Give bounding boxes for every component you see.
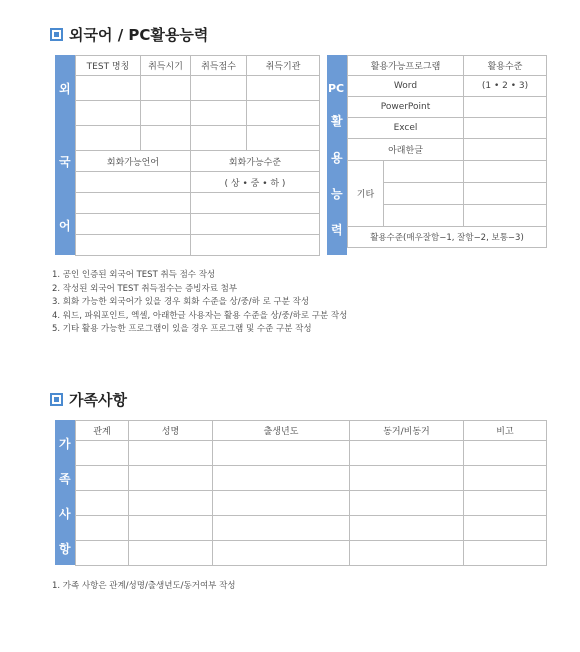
input-cell[interactable] (76, 235, 191, 256)
input-cell[interactable] (141, 76, 191, 101)
input-cell[interactable] (464, 139, 547, 161)
input-cell[interactable] (129, 441, 213, 466)
input-cell[interactable] (464, 161, 547, 183)
input-cell[interactable] (76, 214, 191, 235)
input-cell[interactable] (384, 205, 464, 227)
lang-table-wrap (55, 55, 319, 255)
col-conv-level: 회화가능수준 (191, 151, 320, 172)
input-cell[interactable] (464, 441, 547, 466)
input-cell[interactable] (191, 214, 320, 235)
input-cell[interactable] (350, 491, 464, 516)
program-excel: Excel (348, 118, 464, 139)
col-birth-year: 출생년도 (213, 421, 350, 441)
input-cell[interactable] (129, 516, 213, 541)
input-cell[interactable] (464, 516, 547, 541)
input-cell[interactable] (191, 126, 247, 151)
pc-side-char: 활 (331, 114, 343, 128)
lang-section-title (50, 24, 208, 45)
table-row (76, 193, 320, 214)
table-row (348, 139, 547, 161)
col-program: 활용가능프로그램 (348, 56, 464, 76)
input-cell[interactable] (464, 118, 547, 139)
input-cell[interactable] (129, 466, 213, 491)
lang-table (75, 55, 320, 256)
note-item: 1. 가족 사항은 관계/성명/출생년도/동거여부 작성 (52, 581, 236, 591)
table-row (76, 76, 320, 101)
col-conv-language: 회화가능언어 (76, 151, 191, 172)
input-cell[interactable] (213, 541, 350, 566)
input-cell[interactable] (76, 466, 129, 491)
pc-side-char: 력 (331, 223, 343, 237)
input-cell[interactable] (384, 161, 464, 183)
input-cell[interactable] (213, 516, 350, 541)
program-word: Word (348, 76, 464, 97)
col-cohabit: 동거/비동거 (350, 421, 464, 441)
table-row (348, 97, 547, 118)
input-cell[interactable] (350, 441, 464, 466)
input-cell[interactable] (464, 466, 547, 491)
table-row (76, 516, 547, 541)
family-side-char: 가 (59, 437, 71, 451)
col-test-date: 취득시기 (141, 56, 191, 76)
input-cell[interactable] (76, 516, 129, 541)
note-item: 4. 워드, 파워포인트, 엑셀, 아래한글 사용자는 활용 수준을 상/중/하로 구분 작성 (52, 310, 348, 321)
level-scale: (1 • 2 • 3) (464, 76, 547, 97)
etc-label: 기타 (348, 161, 384, 227)
input-cell[interactable] (464, 491, 547, 516)
input-cell[interactable] (191, 193, 320, 214)
pc-footer-row (348, 227, 547, 248)
lang-header-row (76, 56, 320, 76)
family-side-char: 항 (59, 542, 71, 556)
input-cell[interactable] (76, 441, 129, 466)
input-cell[interactable] (76, 172, 191, 193)
input-cell[interactable] (247, 76, 320, 101)
col-test-score: 취득점수 (191, 56, 247, 76)
conv-level-scale: ( 상 • 중 • 하 ) (191, 172, 320, 193)
input-cell[interactable] (464, 183, 547, 205)
input-cell[interactable] (76, 126, 141, 151)
col-level: 활용수준 (464, 56, 547, 76)
input-cell[interactable] (213, 441, 350, 466)
family-table (75, 420, 547, 566)
input-cell[interactable] (129, 541, 213, 566)
pc-side-char: 용 (331, 151, 343, 165)
pc-header-row (348, 56, 547, 76)
family-table-wrap (55, 420, 546, 565)
input-cell[interactable] (350, 466, 464, 491)
program-hwp: 아래한글 (348, 139, 464, 161)
lang-side-char: 국 (59, 155, 71, 169)
input-cell[interactable] (141, 126, 191, 151)
input-cell[interactable] (191, 235, 320, 256)
lang-notes (52, 269, 347, 337)
input-cell[interactable] (76, 193, 191, 214)
note-item: 1. 공인 인증된 외국어 TEST 취득 점수 작성 (52, 270, 216, 280)
lang-side-char: 어 (59, 219, 71, 233)
input-cell[interactable] (350, 516, 464, 541)
pc-side-bar (327, 55, 347, 255)
checkbox-square-icon (50, 28, 63, 41)
family-side-char: 사 (59, 507, 71, 521)
col-test-name: TEST 명칭 (76, 56, 141, 76)
family-section-title-text: 가족사항 (69, 391, 127, 409)
pc-side-char: PC (328, 82, 345, 95)
input-cell[interactable] (464, 541, 547, 566)
col-test-org: 취득기관 (247, 56, 320, 76)
table-row (76, 172, 320, 193)
table-row (76, 101, 320, 126)
note-item: 5. 기타 활용 가능한 프로그램이 있을 경우 프로그램 및 수준 구분 작성 (52, 324, 312, 334)
family-side-bar (55, 420, 75, 565)
input-cell[interactable] (350, 541, 464, 566)
input-cell[interactable] (76, 101, 141, 126)
input-cell[interactable] (384, 183, 464, 205)
table-row (76, 235, 320, 256)
lang-side-char: 외 (59, 82, 71, 96)
input-cell[interactable] (464, 205, 547, 227)
input-cell[interactable] (191, 76, 247, 101)
lang-section-title-text: 외국어 / PC활용능력 (69, 26, 209, 44)
table-row (76, 126, 320, 151)
input-cell[interactable] (76, 76, 141, 101)
family-side-char: 족 (59, 472, 71, 486)
table-row (348, 118, 547, 139)
input-cell[interactable] (247, 101, 320, 126)
family-header-row (76, 421, 547, 441)
table-row (76, 441, 547, 466)
program-powerpoint: PowerPoint (348, 97, 464, 118)
pc-table-wrap (327, 55, 546, 255)
input-cell[interactable] (213, 491, 350, 516)
input-cell[interactable] (247, 126, 320, 151)
col-remark: 비고 (464, 421, 547, 441)
input-cell[interactable] (129, 491, 213, 516)
note-item: 3. 회화 가능한 외국어가 있을 경우 회화 수준을 상/중/하 로 구분 작성 (52, 297, 310, 307)
input-cell[interactable] (76, 491, 129, 516)
input-cell[interactable] (213, 466, 350, 491)
table-row (76, 541, 547, 566)
family-notes (52, 580, 236, 594)
table-row (348, 76, 547, 97)
input-cell[interactable] (76, 541, 129, 566)
input-cell[interactable] (141, 101, 191, 126)
pc-side-char: 능 (331, 187, 343, 201)
checkbox-square-icon (50, 393, 63, 406)
input-cell[interactable] (191, 101, 247, 126)
pc-table (347, 55, 547, 248)
input-cell[interactable] (464, 97, 547, 118)
col-relation: 관계 (76, 421, 129, 441)
table-row (76, 214, 320, 235)
lang-side-bar (55, 55, 75, 255)
note-item: 2. 작성된 외국어 TEST 취득점수는 증빙자료 첨부 (52, 283, 238, 294)
conv-header-row (76, 151, 320, 172)
table-row (348, 161, 547, 183)
family-section-title (50, 389, 127, 410)
col-name: 성명 (129, 421, 213, 441)
level-legend: 활용수준(매우잘함−1, 잘함−2, 보통−3) (348, 227, 547, 248)
table-row (76, 491, 547, 516)
table-row (76, 466, 547, 491)
